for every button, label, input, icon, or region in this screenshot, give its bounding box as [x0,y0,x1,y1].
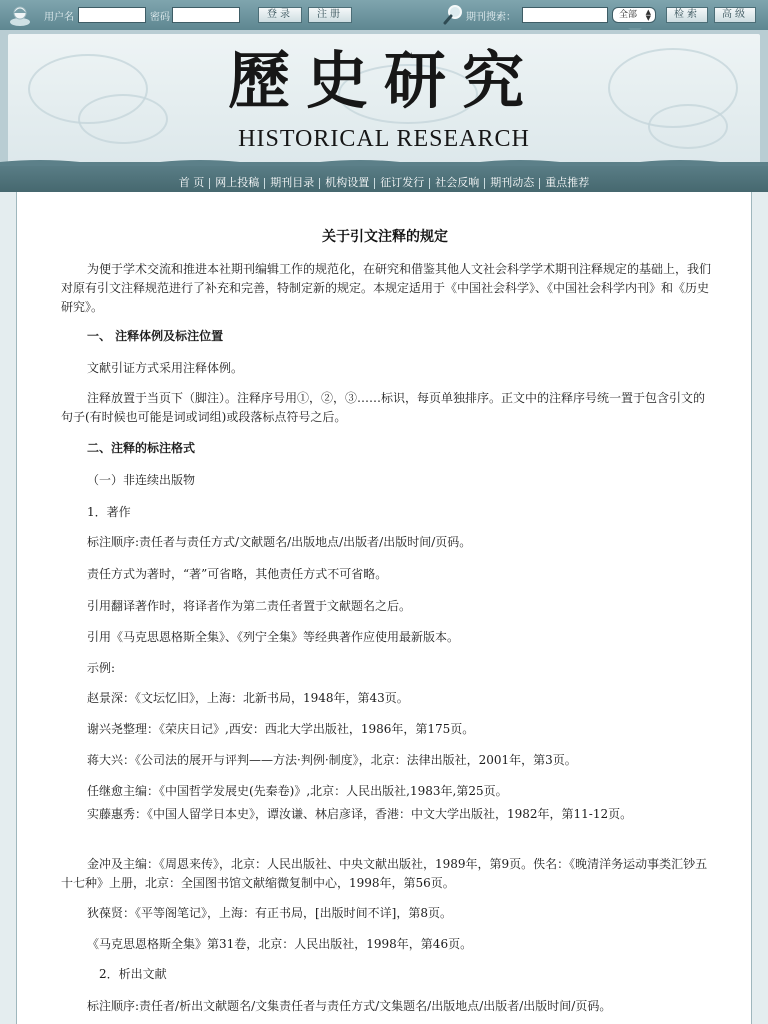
example-entry: 任继愈主编：《中国哲学发展史(先秦卷)》,北京：人民出版社,1983年,第25页。 [87,784,508,798]
nav-item-featured[interactable]: 重点推荐 [545,176,590,189]
example-entry: 实藤惠秀：《中国人留学日本史》，谭汝谦、林启彦译，香港：中文大学出版社，1982年，第11-12页。 [87,807,633,821]
paragraph: 标注顺序:责任者与责任方式/文献题名/出版地点/出版者/出版时间/页码。 [87,535,472,549]
username-label: 用户名 [44,12,74,23]
nav-item-news[interactable]: 期刊动态 [490,176,535,189]
register-button[interactable]: 注册 [308,7,352,23]
nav-item-subscription[interactable]: 征订发行 [380,176,425,189]
paragraph: 责任方式为著时，“著”可省略，其他责任方式不可省略。 [87,567,388,581]
main-nav [0,162,768,192]
example-entry: 谢兴尧整理：《荣庆日记》,西安：西北大学出版社，1986年，第175页。 [87,722,475,736]
chevron-updown-icon: ▲ ▼ [645,8,651,22]
search-icon [442,4,464,26]
item-heading: 2．析出文献 [99,967,167,981]
banner [0,30,768,172]
subsection-heading: （一）非连续出版物 [87,473,196,487]
banner-frame [8,34,760,164]
section-heading: 二、注释的标注格式 [87,441,196,455]
nav-item-feedback[interactable]: 社会反响 [435,176,480,189]
search-scope-select[interactable] [612,7,656,23]
article-title: 关于引文注释的规定 [322,229,448,245]
example-label: 示例: [87,661,116,675]
item-heading: 1．著作 [87,505,131,519]
paragraph: 文献引证方式采用注释体例。 [87,361,244,375]
intro-paragraph: 为便于学术交流和推进本社期刊编辑工作的规范化，在研究和借鉴其他人文社会科学学术期刊注释规定的基础上，我们对原有引文注释规范进行了补充和完善，特制定新的规定。本规定适用于《中国社会科学》、《中国社会科学内刊》和《历史研究》。 [61,262,712,314]
example-entry: 《马克思恩格斯全集》第31卷，北京：人民出版社，1998年，第46页。 [87,937,473,951]
password-label: 密码 [150,12,170,23]
user-avatar-icon [8,4,32,26]
paragraph: 引用翻译著作时，将译者作为第二责任者置于文献题名之后。 [87,599,412,613]
left-margin [0,192,16,1024]
nav-item-submit[interactable]: 网上投稿 [215,176,260,189]
example-entry: 狄葆贤：《平等阁笔记》，上海：有正书局，[出版时间不详]，第8页。 [87,906,453,920]
search-button[interactable]: 检索 [666,7,708,23]
password-input[interactable] [172,7,240,23]
example-entry: 蒋大兴：《公司法的展开与评判——方法·判例·制度》，北京：法律出版社，2001年，第3页。 [87,753,577,767]
advanced-search-button[interactable]: 高级 [714,7,756,23]
example-entry: 金冲及主编：《周恩来传》，北京：人民出版社、中央文献出版社，1989年，第9页。佚名：《晚清洋务运动事类汇钞五十七种》上册，北京：全国图书馆文献缩微复制中心，1998年，第56页。 [61,857,708,890]
right-margin [752,192,768,1024]
username-input[interactable] [78,7,146,23]
section-heading: 一、 注释体例及标注位置 [87,329,224,343]
example-entry: 赵景深：《文坛忆旧》，上海：北新书局，1948年，第43页。 [87,691,409,705]
top-bar [0,0,768,30]
nav-item-home[interactable]: 首 页 [178,176,205,189]
nav-item-catalog[interactable]: 期刊目录 [270,176,315,189]
paragraph: 标注顺序:责任者/析出文献题名/文集责任者与责任方式/文集题名/出版地点/出版者/出版时间/页码。 [87,999,612,1013]
nav-wave-edge [0,158,768,166]
nav-item-organization[interactable]: 机构设置 [325,176,370,189]
login-button[interactable]: 登录 [258,7,302,23]
journal-search-input[interactable] [522,7,608,23]
masthead-title-cn: 歷史研究 [227,44,540,117]
article-panel [16,192,752,1024]
search-scope-value: 全部 [619,10,638,20]
journal-search-label: 期刊搜索： [466,12,516,23]
paragraph: 注释放置于当页下（脚注）。注释序号用①，②，③……标识，每页单独排序。正文中的注释序号统一置于包含引文的句子(有时候也可能是词或词组)或段落标点符号之后。 [61,391,706,424]
masthead-title-en: HISTORICAL RESEARCH [238,126,530,152]
paragraph: 引用《马克思恩格斯全集》、《列宁全集》等经典著作应使用最新版本。 [87,630,460,644]
